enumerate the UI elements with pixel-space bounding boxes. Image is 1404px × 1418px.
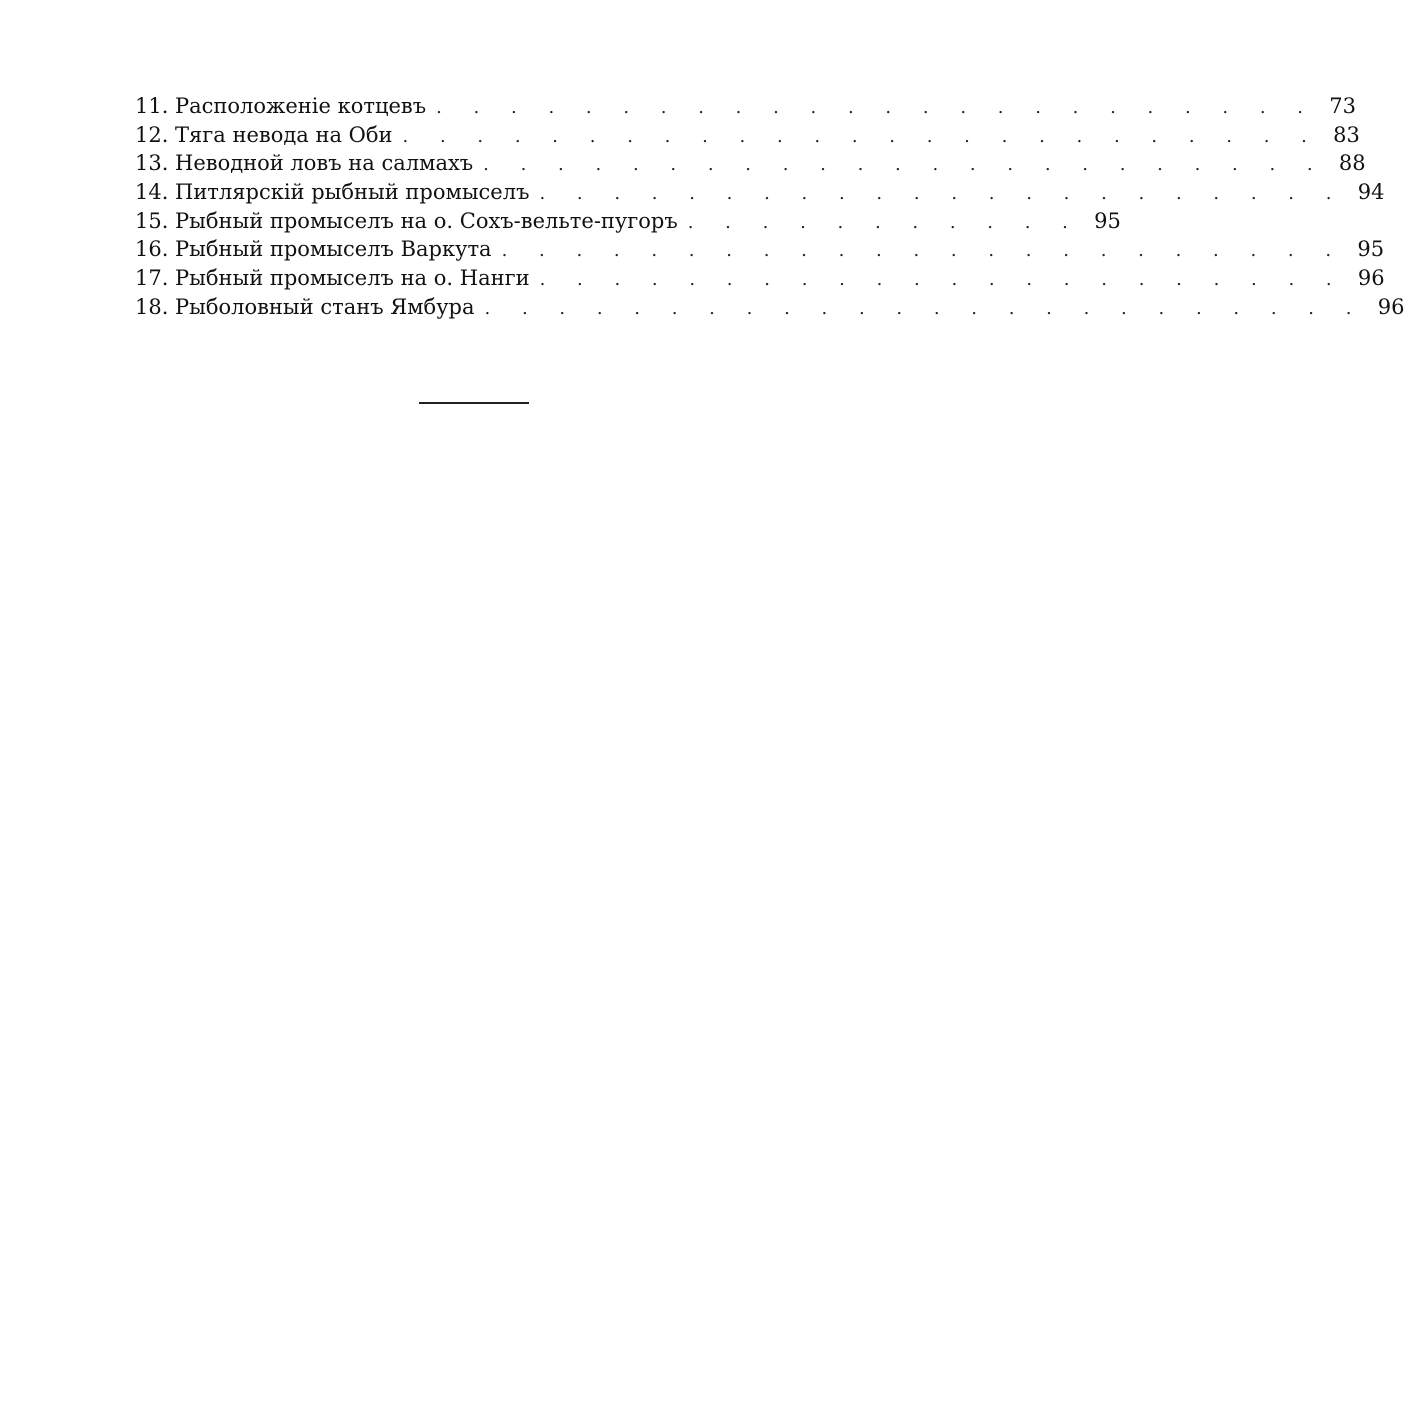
dot-leader: . . . . . . . . . . . . . . . . . . . . . . xyxy=(539,269,1345,291)
dot-leader: . . . . . . . . . . . . . . . . . . . . . . . . . xyxy=(402,125,1320,147)
toc-entry xyxy=(135,207,1121,236)
entry-page-number: 88 xyxy=(1338,151,1366,176)
entry-page-number: 95 xyxy=(1094,208,1121,233)
entry-title: Рыбный промыселъ Варкута xyxy=(175,237,492,262)
entry-number: 12. xyxy=(135,122,169,147)
entry-page-number: 83 xyxy=(1333,122,1360,147)
toc-entry xyxy=(135,293,1404,322)
toc-entry xyxy=(135,235,1385,264)
entry-title: Расположеніе котцевъ xyxy=(175,94,427,118)
dot-leader: . . . . . . . . . . . . . . . . . . . . . . . xyxy=(483,154,1326,176)
toc-entry xyxy=(135,178,1385,207)
entry-title: Питлярскій рыбный промыселъ xyxy=(175,180,530,205)
dot-leader: . . . . . . . . . . . . . . . . . . . . . . . . xyxy=(484,297,1365,319)
entry-number: 11. xyxy=(135,94,169,118)
entry-title: Тяга невода на Оби xyxy=(175,122,393,147)
entry-title: Рыбный промыселъ на о. Нанги xyxy=(175,266,530,291)
entry-title: Рыболовный станъ Ямбура xyxy=(175,294,475,319)
toc-entry xyxy=(135,121,1360,150)
entry-number: 16. xyxy=(135,237,169,262)
entry-number: 17. xyxy=(135,266,169,291)
toc-entry xyxy=(135,92,1357,121)
table-of-contents xyxy=(135,92,1404,322)
toc-entry xyxy=(135,149,1366,178)
entry-page-number: 95 xyxy=(1357,237,1385,262)
dot-leader: . . . . . . . . . . . . . . . . . . . . . . xyxy=(539,183,1345,205)
entry-page-number: 96 xyxy=(1377,294,1404,319)
section-divider xyxy=(419,402,529,404)
dot-leader: . . . . . . . . . . . . . . . . . . . . . . . . xyxy=(436,97,1317,118)
entry-page-number: 94 xyxy=(1357,180,1385,205)
entry-title: Рыбный промыселъ на о. Сохъ-вельте-пугоръ xyxy=(175,208,678,233)
entry-number: 14. xyxy=(135,180,169,205)
entry-number: 15. xyxy=(135,208,169,233)
dot-leader: . . . . . . . . . . . xyxy=(687,211,1081,233)
entry-number: 13. xyxy=(135,151,169,176)
toc-entry xyxy=(135,264,1385,293)
dot-leader: . . . . . . . . . . . . . . . . . . . . . . . xyxy=(501,240,1345,262)
entry-title: Неводной ловъ на салмахъ xyxy=(175,151,474,176)
entry-number: 18. xyxy=(135,294,169,319)
entry-page-number: 96 xyxy=(1357,266,1385,291)
entry-page-number: 73 xyxy=(1329,94,1357,118)
